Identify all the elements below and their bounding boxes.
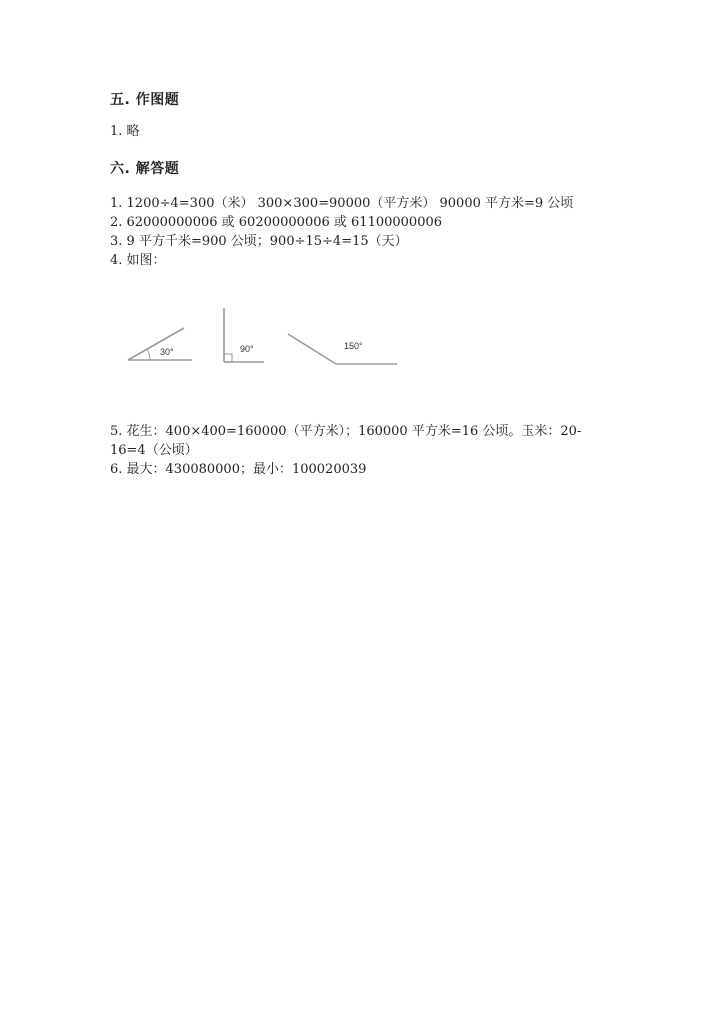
answer-line: 4. 如图： — [110, 253, 166, 268]
angle-figure — [120, 296, 410, 380]
answer-line: 3. 9 平方千米=900 公顷；900÷15÷4=15（天） — [110, 234, 408, 249]
answer-line: 16=4（公顷） — [110, 443, 198, 458]
angle-150 — [288, 334, 397, 364]
angle-30-slanted-ray — [128, 328, 184, 360]
angle-90-label: 90° — [240, 344, 254, 354]
answer-line: 2. 62000000006 或 60200000006 或 61100000006 — [110, 215, 443, 230]
angle-150-label: 150° — [344, 341, 363, 351]
answer-line: 1. 1200÷4=300（米） 300×300=90000（平方米） 90000 平方米=9 公顷 — [110, 196, 574, 211]
angle-30-label: 30° — [160, 347, 174, 357]
section-heading-drawing: 五. 作图题 — [110, 92, 180, 108]
angle-150-slanted-ray — [288, 334, 336, 364]
section-heading-solving: 六. 解答题 — [110, 161, 180, 177]
angle-diagram — [120, 296, 410, 380]
answer-line: 6. 最大：430080000；最小：100020039 — [110, 462, 367, 477]
answer-line: 5. 花生：400×400=160000（平方米）；160000 平方米=16 公顷。玉米：20- — [110, 424, 582, 439]
angle-30 — [128, 328, 192, 360]
angle-90 — [224, 308, 264, 362]
answer-line: 1. 略 — [110, 124, 140, 139]
angle-90-right-mark — [224, 354, 232, 362]
angle-30-arc — [147, 349, 150, 360]
